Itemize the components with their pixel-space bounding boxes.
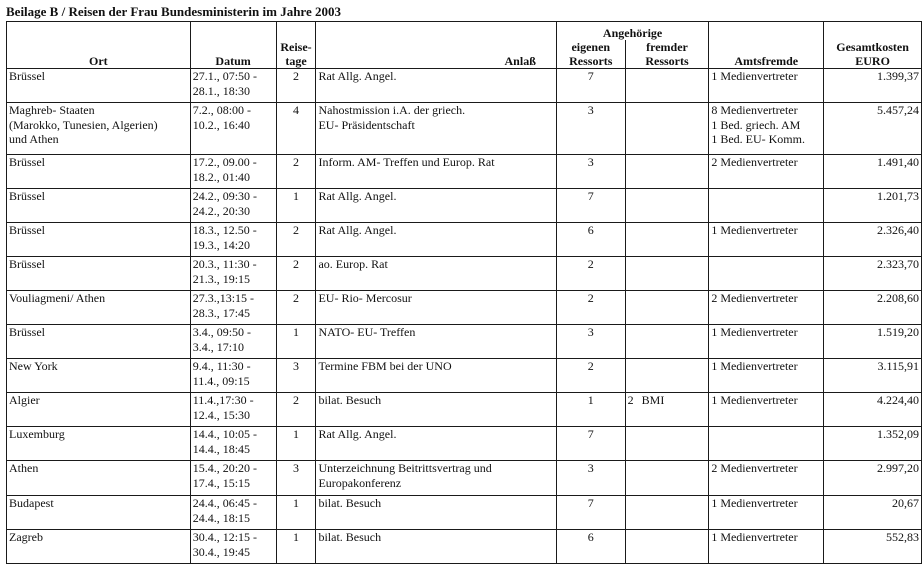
- table-row: [7, 393, 922, 427]
- cell-line: 1 Bed. EU- Komm.: [711, 132, 805, 146]
- cell-text: 2.323,70: [877, 257, 919, 271]
- cell-anlass: [316, 393, 556, 427]
- cell-anlass: [316, 223, 556, 257]
- cell-datum: [190, 359, 276, 393]
- cell-anlass: [316, 359, 556, 393]
- header-amtsfremde: Amtsfremde: [709, 22, 824, 69]
- fremde-ressorts-wrap: [628, 155, 642, 169]
- cell-reisetage: [276, 155, 316, 189]
- cell-line: 28.1., 18:30: [192, 83, 251, 98]
- cell-line: 2 Medienvertreter: [711, 291, 798, 305]
- header-angehoerige: Angehörige: [556, 22, 708, 41]
- cell-anlass: [316, 257, 556, 291]
- cell-text: 3: [292, 461, 299, 475]
- cell-line: 18.3., 12.50 -: [192, 223, 257, 237]
- cell-line: 21.3., 19:15: [192, 271, 251, 286]
- cell-line: 15.4., 20:20 -: [192, 461, 258, 475]
- table-row: [7, 103, 922, 155]
- fremde-ressorts-wrap: [628, 257, 642, 271]
- cell-amtsfremde: [709, 103, 824, 155]
- cell-line: NATO- EU- Treffen: [318, 325, 416, 339]
- cell-text: 20,67: [892, 496, 919, 510]
- cell-line: 24.2., 20:30: [192, 203, 251, 218]
- cell-text: 4: [292, 103, 299, 117]
- cell-amtsfremde: [709, 189, 824, 223]
- cell-line: Rat Allg. Angel.: [318, 427, 397, 441]
- cell-eigene-ressorts: [556, 496, 625, 530]
- cell-text: 3: [587, 461, 594, 475]
- cell-gesamtkosten: [824, 189, 922, 223]
- fremde-ressorts-wrap: [628, 427, 642, 441]
- cell-line: 20.3., 11:30 -: [192, 257, 257, 271]
- header-row-top: [7, 22, 922, 41]
- cell-fremde-ressorts: [625, 155, 709, 189]
- cell-line: 1 Medienvertreter: [711, 325, 798, 339]
- cell-line: 28.3., 17:45: [192, 305, 251, 320]
- cell-text: 2: [587, 257, 594, 271]
- cell-line: 24.2., 09:30 -: [192, 189, 258, 203]
- cell-datum: [190, 257, 276, 291]
- cell-amtsfremde: [709, 427, 824, 461]
- cell-text: 2: [292, 257, 299, 271]
- cell-eigene-ressorts: [556, 189, 625, 223]
- cell-anlass: [316, 291, 556, 325]
- cell-line: Brüssel: [9, 325, 45, 339]
- cell-ort: [7, 427, 191, 461]
- cell-datum: [190, 189, 276, 223]
- cell-reisetage: [276, 189, 316, 223]
- cell-amtsfremde: [709, 359, 824, 393]
- cell-ort: [7, 189, 191, 223]
- cell-line: Athen: [9, 461, 39, 475]
- cell-eigene-ressorts: [556, 461, 625, 496]
- cell-gesamtkosten: [824, 223, 922, 257]
- cell-line: Brüssel: [9, 155, 45, 169]
- cell-text: 5.457,24: [877, 103, 919, 117]
- table-row: [7, 223, 922, 257]
- table-row: [7, 496, 922, 530]
- fremde-ressorts-wrap: [628, 189, 642, 203]
- cell-text: 1.519,20: [877, 325, 919, 339]
- cell-eigene-ressorts: [556, 257, 625, 291]
- fremde-ressorts-wrap: [628, 69, 642, 83]
- table-row: [7, 427, 922, 461]
- cell-amtsfremde: [709, 257, 824, 291]
- cell-line: (Marokko, Tunesien, Algerien): [9, 117, 158, 132]
- header-gesamtkosten: Gesamtkosten EURO: [824, 22, 922, 69]
- cell-gesamtkosten: [824, 325, 922, 359]
- cell-line: Brüssel: [9, 189, 45, 203]
- cell-line: 9.4., 11:30 -: [192, 359, 251, 373]
- cell-reisetage: [276, 530, 316, 564]
- cell-line: Budapest: [9, 496, 54, 510]
- fremde-ressorts-wrap: [628, 359, 642, 373]
- cell-gesamtkosten: [824, 359, 922, 393]
- cell-amtsfremde: [709, 325, 824, 359]
- cell-amtsfremde: [709, 223, 824, 257]
- cell-line: 30.4., 19:45: [192, 544, 251, 559]
- cell-line: 11.4., 09:15: [192, 373, 250, 388]
- cell-line: 1 Medienvertreter: [711, 530, 798, 544]
- travel-table: [6, 21, 922, 564]
- cell-anlass: [316, 496, 556, 530]
- cell-line: Brüssel: [9, 69, 45, 83]
- cell-amtsfremde: [709, 461, 824, 496]
- cell-gesamtkosten: [824, 257, 922, 291]
- cell-line: 3.4., 17:10: [192, 339, 245, 354]
- cell-line: Unterzeichnung Beitrittsvertrag und: [318, 461, 492, 475]
- cell-fremde-ressorts: [625, 393, 709, 427]
- cell-datum: [190, 530, 276, 564]
- cell-line: und Athen: [9, 132, 59, 146]
- cell-text: 1.399,37: [877, 69, 919, 83]
- cell-line: Europakonferenz: [318, 475, 402, 490]
- cell-datum: [190, 393, 276, 427]
- cell-anlass: [316, 325, 556, 359]
- cell-line: 24.4., 06:45 -: [192, 496, 258, 510]
- cell-text: 2: [292, 155, 299, 169]
- cell-reisetage: [276, 291, 316, 325]
- cell-gesamtkosten: [824, 291, 922, 325]
- cell-ort: [7, 69, 191, 103]
- cell-text: 3: [587, 325, 594, 339]
- cell-text: 3: [587, 103, 594, 117]
- cell-text: 2: [292, 223, 299, 237]
- cell-fremde-ressorts: [625, 103, 709, 155]
- table-row: [7, 291, 922, 325]
- cell-line: 11.4.,17:30 -: [192, 393, 254, 407]
- cell-text: 7: [587, 496, 594, 510]
- table-row: [7, 189, 922, 223]
- table-row: [7, 257, 922, 291]
- cell-amtsfremde: [709, 496, 824, 530]
- table-row: [7, 69, 922, 103]
- cell-line: 1 Medienvertreter: [711, 223, 798, 237]
- cell-fremde-ressorts: [625, 496, 709, 530]
- cell-line: 12.4., 15:30: [192, 407, 251, 422]
- cell-text: 6: [587, 223, 594, 237]
- header-anlass: Anlaß: [316, 22, 556, 69]
- cell-line: bilat. Besuch: [318, 530, 382, 544]
- cell-eigene-ressorts: [556, 69, 625, 103]
- cell-amtsfremde: [709, 155, 824, 189]
- cell-line: Termine FBM bei der UNO: [318, 359, 452, 373]
- cell-text: 1.491,40: [877, 155, 919, 169]
- cell-line: ao. Europ. Rat: [318, 257, 388, 271]
- cell-ort: [7, 325, 191, 359]
- cell-text: 2.997,20: [877, 461, 919, 475]
- cell-amtsfremde: [709, 393, 824, 427]
- cell-line: 8 Medienvertreter: [711, 103, 798, 117]
- cell-eigene-ressorts: [556, 427, 625, 461]
- cell-eigene-ressorts: [556, 291, 625, 325]
- fremde-ressorts-name: BMI: [641, 393, 665, 407]
- cell-line: 14.4., 18:45: [192, 441, 251, 456]
- cell-anlass: [316, 461, 556, 496]
- cell-text: 1.201,73: [877, 189, 919, 203]
- cell-eigene-ressorts: [556, 359, 625, 393]
- cell-eigene-ressorts: [556, 155, 625, 189]
- cell-ort: [7, 393, 191, 427]
- cell-line: 14.4., 10:05 -: [192, 427, 258, 441]
- cell-reisetage: [276, 427, 316, 461]
- cell-gesamtkosten: [824, 69, 922, 103]
- cell-line: 24.4., 18:15: [192, 510, 251, 525]
- cell-anlass: [316, 530, 556, 564]
- cell-amtsfremde: [709, 69, 824, 103]
- fremde-ressorts-wrap: [628, 461, 642, 475]
- cell-ort: [7, 257, 191, 291]
- cell-line: 2 Medienvertreter: [711, 461, 798, 475]
- cell-fremde-ressorts: [625, 530, 709, 564]
- cell-gesamtkosten: [824, 461, 922, 496]
- cell-datum: [190, 461, 276, 496]
- cell-fremde-ressorts: [625, 69, 709, 103]
- cell-text: 1.352,09: [877, 427, 919, 441]
- cell-gesamtkosten: [824, 427, 922, 461]
- cell-text: 2: [587, 291, 594, 305]
- cell-anlass: [316, 69, 556, 103]
- cell-text: 3: [292, 359, 299, 373]
- cell-text: 7: [587, 189, 594, 203]
- cell-reisetage: [276, 393, 316, 427]
- cell-line: Zagreb: [9, 530, 43, 544]
- fremde-ressorts-wrap: [628, 325, 642, 339]
- cell-ort: [7, 155, 191, 189]
- cell-line: bilat. Besuch: [318, 393, 382, 407]
- cell-line: 27.3.,13:15 -: [192, 291, 255, 305]
- document-title: Beilage B / Reisen der Frau Bundesministerin im Jahre 2003: [6, 4, 341, 19]
- header-reisetage: Reise- tage: [276, 22, 316, 69]
- cell-line: 18.2., 01:40: [192, 169, 251, 184]
- cell-eigene-ressorts: [556, 325, 625, 359]
- table-row: [7, 325, 922, 359]
- cell-text: 1: [292, 189, 299, 203]
- cell-datum: [190, 427, 276, 461]
- cell-datum: [190, 291, 276, 325]
- cell-fremde-ressorts: [625, 461, 709, 496]
- cell-text: 2.208,60: [877, 291, 919, 305]
- header-ort: Ort: [7, 22, 191, 69]
- cell-line: 3.4., 09:50 -: [192, 325, 252, 339]
- cell-text: 1: [292, 530, 299, 544]
- cell-eigene-ressorts: [556, 103, 625, 155]
- cell-gesamtkosten: [824, 530, 922, 564]
- cell-gesamtkosten: [824, 496, 922, 530]
- cell-ort: [7, 103, 191, 155]
- cell-eigene-ressorts: [556, 530, 625, 564]
- cell-reisetage: [276, 359, 316, 393]
- cell-text: 1: [292, 325, 299, 339]
- cell-line: Brüssel: [9, 223, 45, 237]
- cell-anlass: [316, 427, 556, 461]
- cell-text: 7: [587, 427, 594, 441]
- cell-line: 27.1., 07:50 -: [192, 69, 258, 83]
- cell-line: Maghreb- Staaten: [9, 103, 95, 117]
- cell-eigene-ressorts: [556, 223, 625, 257]
- cell-reisetage: [276, 496, 316, 530]
- cell-fremde-ressorts: [625, 291, 709, 325]
- cell-reisetage: [276, 257, 316, 291]
- cell-ort: [7, 496, 191, 530]
- fremde-ressorts-wrap: [628, 291, 642, 305]
- cell-text: 1: [587, 393, 594, 407]
- fremde-ressorts-anzahl: 2: [627, 393, 634, 407]
- cell-ort: [7, 461, 191, 496]
- cell-fremde-ressorts: [625, 257, 709, 291]
- cell-anlass: [316, 103, 556, 155]
- cell-line: 1 Medienvertreter: [711, 393, 798, 407]
- cell-reisetage: [276, 69, 316, 103]
- cell-line: Inform. AM- Treffen und Europ. Rat: [318, 155, 495, 169]
- cell-reisetage: [276, 461, 316, 496]
- cell-reisetage: [276, 223, 316, 257]
- cell-ort: [7, 291, 191, 325]
- cell-line: Nahostmission i.A. der griech.: [318, 103, 466, 117]
- cell-text: 2: [587, 359, 594, 373]
- fremde-ressorts-wrap: [628, 103, 642, 117]
- table-row: [7, 155, 922, 189]
- cell-text: 2: [292, 69, 299, 83]
- fremde-ressorts-wrap: [628, 223, 642, 237]
- cell-text: 1: [292, 427, 299, 441]
- header-datum: Datum: [190, 22, 276, 69]
- table-row: [7, 359, 922, 393]
- cell-gesamtkosten: [824, 103, 922, 155]
- fremde-ressorts-wrap: [628, 530, 642, 544]
- cell-fremde-ressorts: [625, 427, 709, 461]
- header-fremder-ressorts: fremder Ressorts: [625, 40, 709, 69]
- cell-text: 4.224,40: [877, 393, 919, 407]
- cell-text: 2.326,40: [877, 223, 919, 237]
- cell-line: 17.4., 15:15: [192, 475, 251, 490]
- cell-datum: [190, 496, 276, 530]
- cell-line: 2 Medienvertreter: [711, 155, 798, 169]
- cell-datum: [190, 69, 276, 103]
- cell-anlass: [316, 189, 556, 223]
- cell-fremde-ressorts: [625, 223, 709, 257]
- cell-text: 552,83: [886, 530, 919, 544]
- cell-line: EU- Rio- Mercosur: [318, 291, 412, 305]
- cell-line: 7.2., 08:00 -: [192, 103, 252, 117]
- cell-line: Vouliagmeni/ Athen: [9, 291, 106, 305]
- cell-line: 17.2., 09.00 -: [192, 155, 257, 169]
- cell-line: 1 Medienvertreter: [711, 69, 798, 83]
- cell-line: 30.4., 12:15 -: [192, 530, 258, 544]
- cell-line: bilat. Besuch: [318, 496, 382, 510]
- cell-line: 1 Medienvertreter: [711, 496, 798, 510]
- cell-fremde-ressorts: [625, 189, 709, 223]
- cell-anlass: [316, 155, 556, 189]
- cell-datum: [190, 325, 276, 359]
- cell-line: Luxemburg: [9, 427, 65, 441]
- cell-text: 2: [292, 291, 299, 305]
- table-row: [7, 530, 922, 564]
- cell-line: Rat Allg. Angel.: [318, 189, 397, 203]
- header-eigenen-ressorts: eigenen Ressorts: [556, 40, 625, 69]
- cell-text: 3: [587, 155, 594, 169]
- cell-eigene-ressorts: [556, 393, 625, 427]
- cell-gesamtkosten: [824, 393, 922, 427]
- cell-text: 2: [292, 393, 299, 407]
- cell-line: New York: [9, 359, 58, 373]
- table-body: [7, 69, 922, 564]
- cell-text: 3.115,91: [877, 359, 919, 373]
- cell-line: Algier: [9, 393, 40, 407]
- table-row: [7, 461, 922, 496]
- cell-fremde-ressorts: [625, 325, 709, 359]
- cell-gesamtkosten: [824, 155, 922, 189]
- cell-line: 1 Medienvertreter: [711, 359, 798, 373]
- cell-reisetage: [276, 103, 316, 155]
- cell-datum: [190, 155, 276, 189]
- cell-datum: [190, 223, 276, 257]
- cell-line: 10.2., 16:40: [192, 117, 251, 132]
- cell-text: 7: [587, 69, 594, 83]
- cell-line: 1 Bed. griech. AM: [711, 117, 801, 132]
- cell-amtsfremde: [709, 530, 824, 564]
- cell-line: 19.3., 14:20: [192, 237, 251, 252]
- cell-line: Rat Allg. Angel.: [318, 69, 397, 83]
- fremde-ressorts-wrap: [628, 393, 665, 407]
- cell-line: Brüssel: [9, 257, 45, 271]
- cell-ort: [7, 530, 191, 564]
- cell-line: EU- Präsidentschaft: [318, 117, 415, 132]
- cell-datum: [190, 103, 276, 155]
- cell-line: Rat Allg. Angel.: [318, 223, 397, 237]
- fremde-ressorts-wrap: [628, 496, 642, 510]
- cell-ort: [7, 359, 191, 393]
- cell-amtsfremde: [709, 291, 824, 325]
- cell-ort: [7, 223, 191, 257]
- cell-fremde-ressorts: [625, 359, 709, 393]
- cell-reisetage: [276, 325, 316, 359]
- cell-text: 6: [587, 530, 594, 544]
- cell-text: 1: [292, 496, 299, 510]
